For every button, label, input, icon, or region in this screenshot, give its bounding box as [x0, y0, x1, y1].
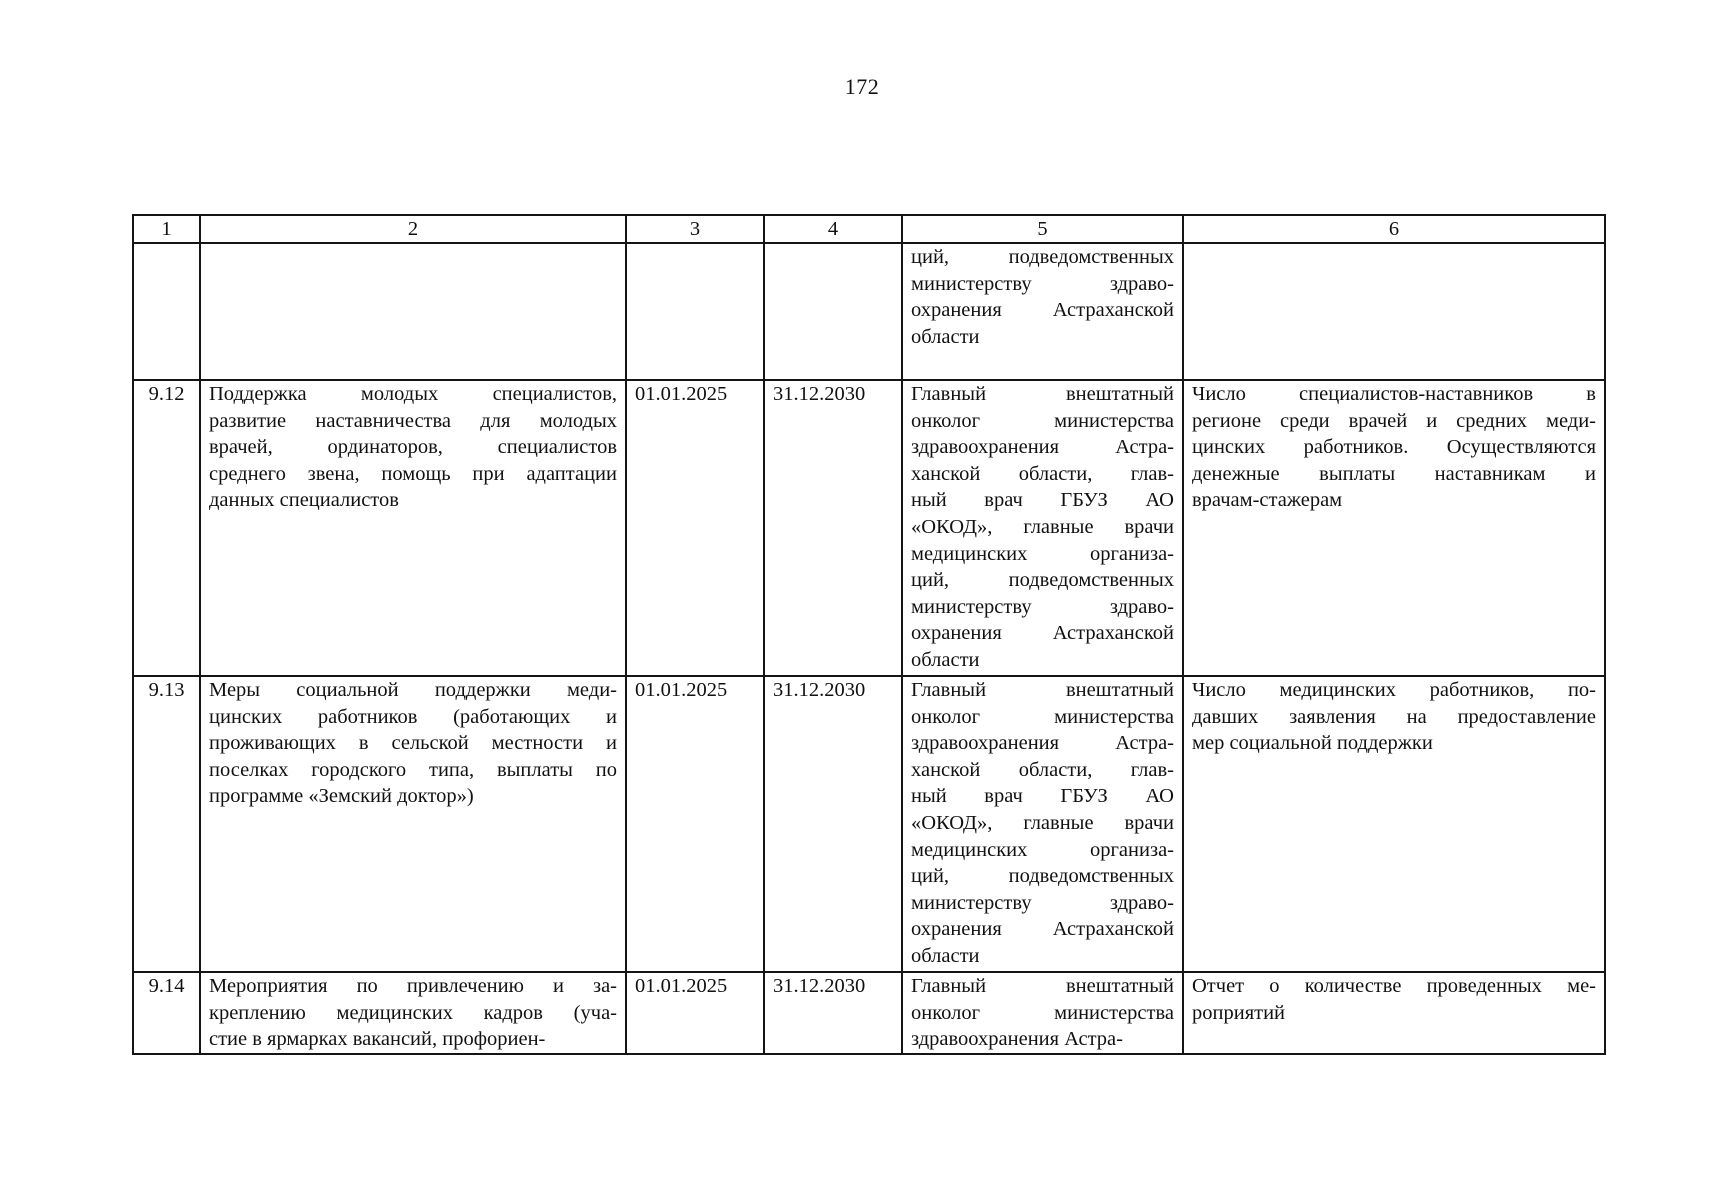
header-col-3: 3	[626, 215, 764, 243]
table-header-row	[133, 215, 1605, 243]
text-line: Меры социальной поддержки меди-	[209, 679, 617, 701]
text-line: цинских работников (работающих и	[209, 705, 617, 728]
text-line: охранения Астраханской	[911, 299, 1174, 322]
header-col-5: 5	[902, 215, 1183, 243]
text-line: ный врач ГБУЗ АО	[911, 489, 1174, 512]
text-line: развитие наставничества для молодых	[209, 409, 617, 432]
text-line: креплению медицинских кадров (уча-	[209, 1001, 617, 1024]
text-line: роприятий	[1192, 1001, 1286, 1024]
cell-result	[1183, 676, 1605, 972]
text-line: области	[911, 944, 980, 967]
cell-responsible	[902, 972, 1183, 1054]
text-line: медицинских организа-	[911, 838, 1174, 861]
text-line: ханской области, глав-	[911, 462, 1174, 485]
cell-responsible	[902, 243, 1183, 380]
cell-responsible	[902, 380, 1183, 676]
text-line: онколог министерства	[911, 705, 1174, 728]
text-line: врачей, ординаторов, специалистов	[209, 436, 617, 459]
header-col-2: 2	[200, 215, 626, 243]
text-line: области	[911, 325, 980, 348]
cell-number: 9.12	[133, 380, 200, 676]
cell-end-date: 31.12.2030	[764, 676, 902, 972]
text-line: Главный внештатный	[911, 975, 1174, 997]
text-line: здравоохранения Астра-	[911, 732, 1174, 755]
text-line: Число медицинских работников, по-	[1192, 679, 1596, 701]
table-row	[133, 380, 1605, 676]
cell-empty	[764, 243, 902, 380]
text-line: ций, подведомственных	[911, 246, 1174, 268]
cell-number: 9.14	[133, 972, 200, 1054]
cell-empty	[133, 243, 200, 380]
text-line: программе «Земский доктор»)	[209, 785, 474, 808]
page-number: 172	[844, 74, 880, 99]
text-line: Поддержка молодых специалистов,	[209, 383, 617, 405]
cell-empty	[1183, 243, 1605, 380]
text-line: Число специалистов-наставников в	[1192, 383, 1596, 405]
text-line: регионе среди врачей и средних меди-	[1192, 409, 1596, 432]
text-line: здравоохранения Астра-	[911, 436, 1174, 459]
cell-measure	[200, 380, 626, 676]
cell-measure	[200, 676, 626, 972]
cell-result	[1183, 972, 1605, 1054]
text-line: Отчет о количестве проведенных ме-	[1192, 975, 1596, 997]
text-line: врачам-стажерам	[1192, 489, 1343, 512]
text-line: онколог министерства	[911, 409, 1174, 432]
text-line: среднего звена, помощь при адаптации	[209, 462, 617, 485]
text-line: министерству здраво-	[911, 891, 1174, 914]
text-line: Мероприятия по привлечению и за-	[209, 975, 617, 997]
text-line: онколог министерства	[911, 1001, 1174, 1024]
cell-empty	[200, 243, 626, 380]
text-line: стие в ярмарках вакансий, профориен-	[209, 1028, 546, 1051]
header-col-6: 6	[1183, 215, 1605, 243]
cell-empty	[626, 243, 764, 380]
text-line: поселках городского типа, выплаты по	[209, 758, 617, 781]
cell-end-date: 31.12.2030	[764, 380, 902, 676]
cell-result	[1183, 380, 1605, 676]
cell-start-date: 01.01.2025	[626, 676, 764, 972]
text-line: здравоохранения Астра-	[911, 1028, 1123, 1051]
text-line: охранения Астраханской	[911, 622, 1174, 645]
text-line: «ОКОД», главные врачи	[911, 811, 1174, 834]
text-line: ций, подведомственных	[911, 569, 1174, 592]
cell-measure	[200, 972, 626, 1054]
text-line: ханской области, глав-	[911, 758, 1174, 781]
table-row	[133, 972, 1605, 1054]
table-row	[133, 676, 1605, 972]
cell-responsible	[902, 676, 1183, 972]
text-line: ций, подведомственных	[911, 865, 1174, 888]
text-line: ный врач ГБУЗ АО	[911, 785, 1174, 808]
header-col-1: 1	[133, 215, 200, 243]
text-line: проживающих в сельской местности и	[209, 732, 617, 755]
text-line: «ОКОД», главные врачи	[911, 515, 1174, 538]
cell-start-date: 01.01.2025	[626, 972, 764, 1054]
text-line: области	[911, 648, 980, 671]
header-col-4: 4	[764, 215, 902, 243]
text-line: Главный внештатный	[911, 679, 1174, 701]
measures-table	[132, 214, 1606, 1055]
table-row-continuation	[133, 243, 1605, 380]
text-line: цинских работников. Осуществляются	[1192, 436, 1596, 459]
text-line: медицинских организа-	[911, 542, 1174, 565]
text-line: министерству здраво-	[911, 595, 1174, 618]
cell-end-date: 31.12.2030	[764, 972, 902, 1054]
text-line: мер социальной поддержки	[1192, 732, 1433, 755]
text-line: давших заявления на предоставление	[1192, 705, 1596, 728]
text-line: Главный внештатный	[911, 383, 1174, 405]
text-line: министерству здраво-	[911, 272, 1174, 295]
cell-number: 9.13	[133, 676, 200, 972]
text-line: данных специалистов	[209, 489, 399, 512]
text-line: охранения Астраханской	[911, 918, 1174, 941]
text-line: денежные выплаты наставникам и	[1192, 462, 1596, 485]
cell-start-date: 01.01.2025	[626, 380, 764, 676]
